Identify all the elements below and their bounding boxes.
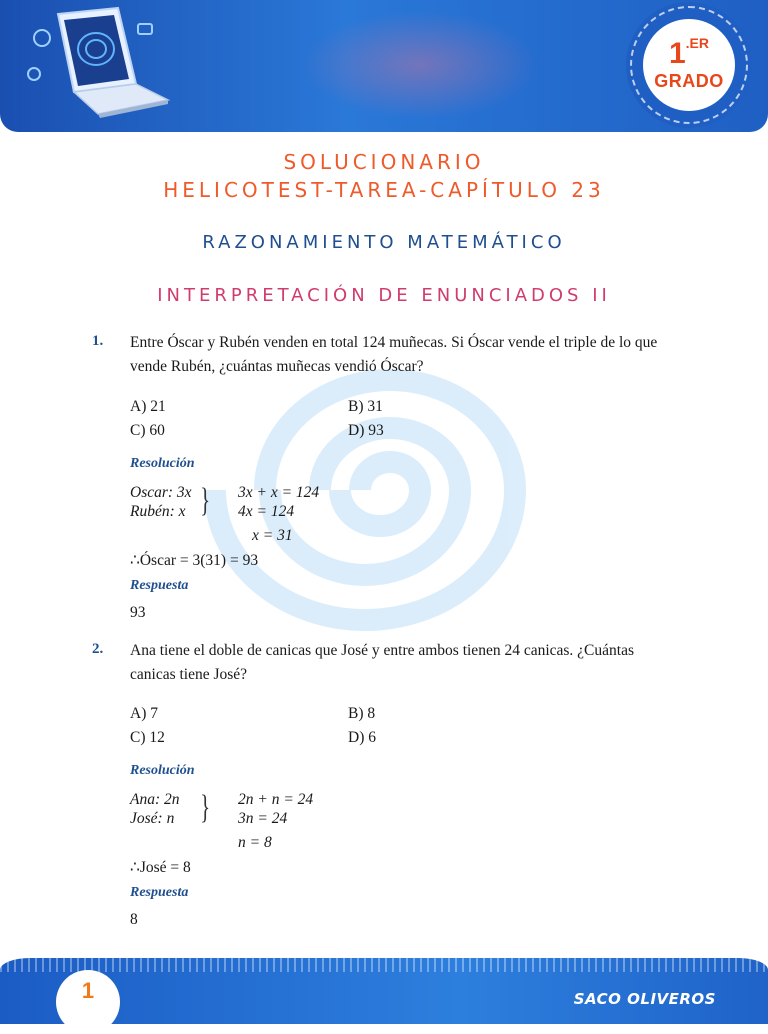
option-b: B) 8 xyxy=(348,705,376,722)
laptop-illustration-icon xyxy=(18,4,178,128)
subject-heading: RAZONAMIENTO MATEMÁTICO xyxy=(202,232,566,253)
brand-logo: SACO OLIVEROS xyxy=(573,990,716,1008)
problem-number: 2. xyxy=(92,641,104,657)
answer-value: 8 xyxy=(130,911,138,928)
topic-heading: INTERPRETACIÓN DE ENUNCIADOS II xyxy=(157,285,611,306)
resolution-left-line: Ana: 2n xyxy=(130,791,180,808)
header-banner xyxy=(0,0,768,132)
answer-label: Respuesta xyxy=(130,885,189,900)
option-a: A) 7 xyxy=(130,705,158,722)
grade-suffix: .ER xyxy=(685,34,710,51)
problem-number: 1. xyxy=(92,333,104,349)
page-subtitle: HELICOTEST-TAREA-CAPÍTULO 23 xyxy=(163,178,605,202)
brace-symbol: } xyxy=(200,482,211,519)
resolution-left-line: José: n xyxy=(130,810,175,827)
page-number: 1 xyxy=(81,978,95,1003)
resolution-equation: 3x + x = 124 xyxy=(238,484,320,501)
brace-symbol: } xyxy=(200,789,211,826)
option-a: A) 21 xyxy=(130,398,166,415)
page-number-badge xyxy=(56,970,120,1034)
option-d: D) 93 xyxy=(348,422,384,439)
resolution-equation: 3n = 24 xyxy=(238,810,288,827)
resolution-conclusion: ∴Óscar = 3(31) = 93 xyxy=(130,552,259,569)
option-d: D) 6 xyxy=(348,729,376,746)
problem-statement: Entre Óscar y Rubén venden en total 124 muñecas. Si Óscar vende el triple de lo que vende Rubén, ¿cuántas muñecas vendió Óscar? xyxy=(130,334,658,375)
resolution-left-line: Rubén: x xyxy=(130,503,186,520)
page-title: SOLUCIONARIO xyxy=(283,150,485,174)
resolution-left-line: Oscar: 3x xyxy=(130,484,192,501)
option-c: C) 60 xyxy=(130,422,165,439)
banner-glow xyxy=(300,10,540,120)
option-c: C) 12 xyxy=(130,729,165,746)
resolution-label: Resolución xyxy=(130,763,195,778)
grade-number: 1 xyxy=(668,36,686,70)
answer-value: 93 xyxy=(130,604,146,621)
option-b: B) 31 xyxy=(348,398,383,415)
resolution-label: Resolución xyxy=(130,456,195,471)
resolution-equation: n = 8 xyxy=(238,834,272,851)
grade-label: GRADO xyxy=(654,70,724,91)
grade-badge-inner xyxy=(643,19,735,111)
grade-badge xyxy=(626,2,752,128)
footer-stripes xyxy=(0,958,768,972)
resolution-equation: x = 31 xyxy=(252,527,293,544)
resolution-equation: 4x = 124 xyxy=(238,503,295,520)
problem-statement: Ana tiene el doble de canicas que José y entre ambos tienen 24 canicas. ¿Cuántas canicas tiene José? xyxy=(130,642,634,683)
resolution-equation: 2n + n = 24 xyxy=(238,791,314,808)
answer-label: Respuesta xyxy=(130,578,189,593)
resolution-conclusion: ∴José = 8 xyxy=(130,859,191,876)
